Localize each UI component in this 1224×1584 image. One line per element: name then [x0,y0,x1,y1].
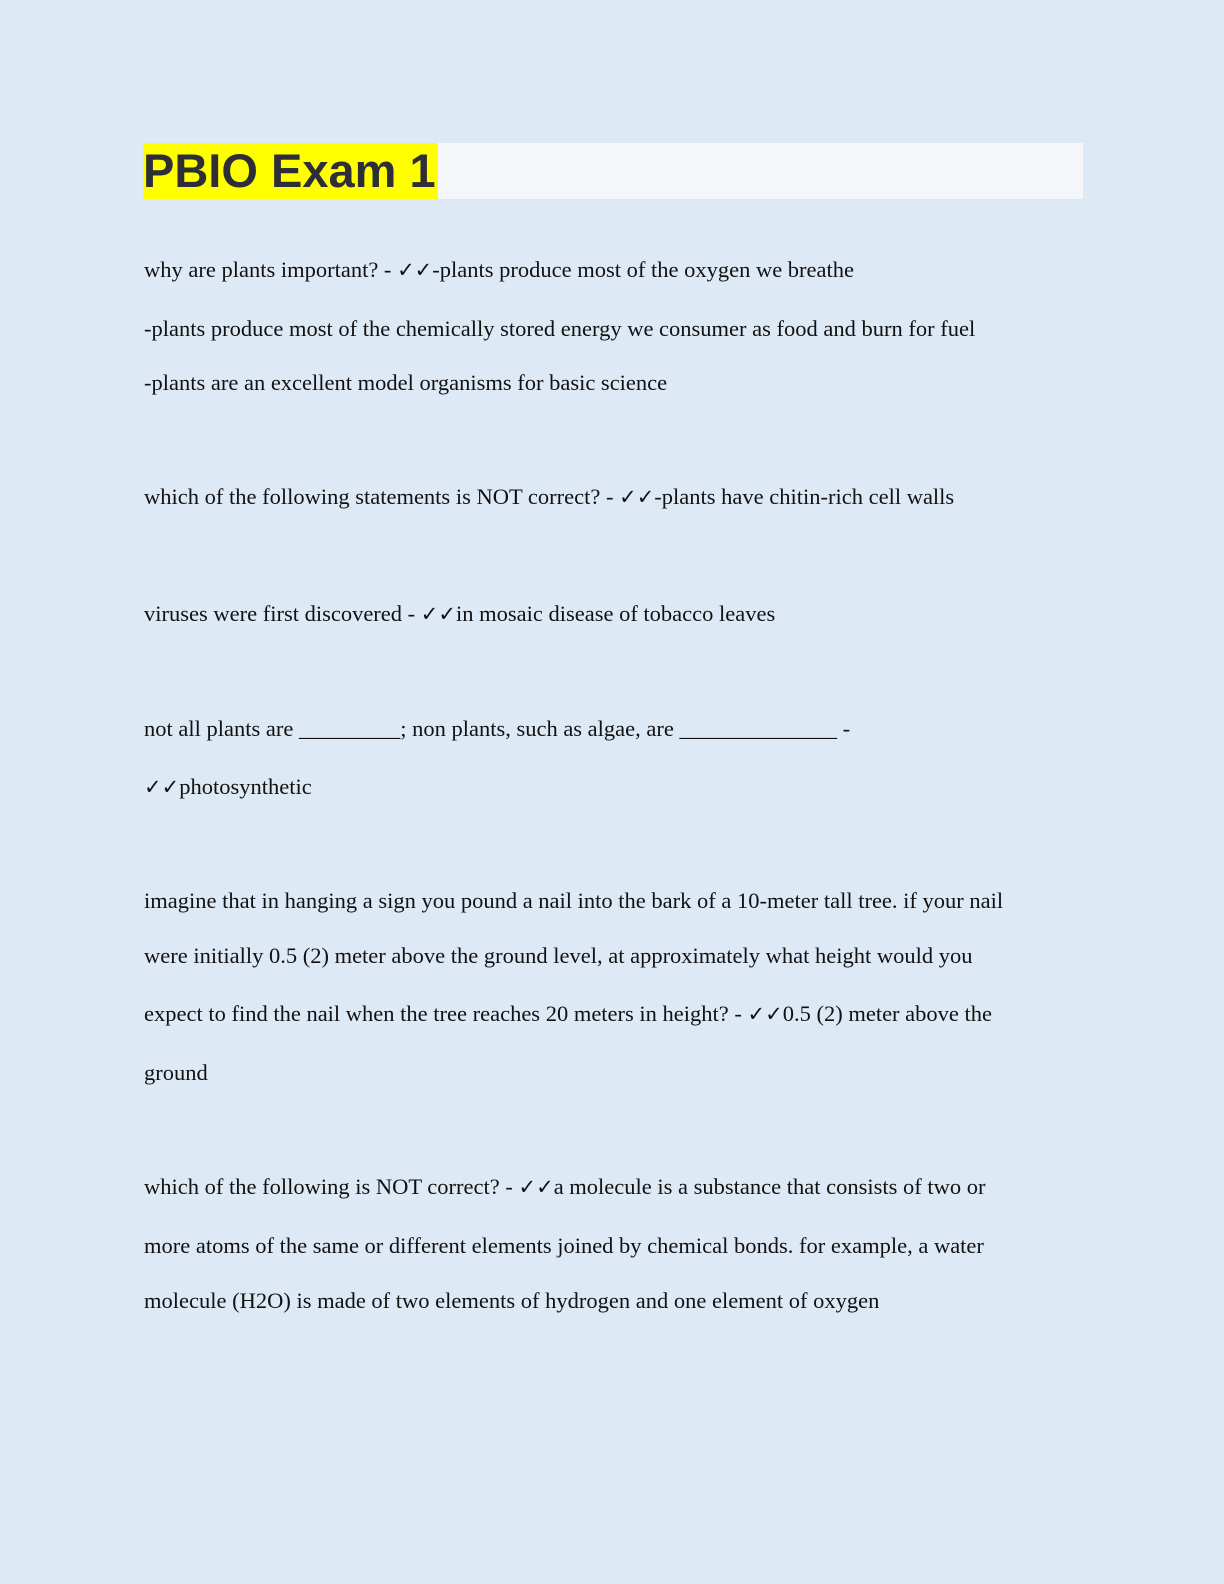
qa-line-with-answer [144,772,312,802]
line-text: ground [144,1060,208,1085]
line-text: which of the following statements is NOT correct? - [144,484,620,509]
text-line [144,314,975,344]
line-text: imagine that in hanging a sign you pound a nail into the bark of a 10-meter tall tree. if your nail [144,888,1004,913]
line-text: expect to find the nail when the tree reaches 20 meters in height? - [144,1001,748,1026]
double-check-icon: ✓✓ [619,485,655,509]
qa-line-with-answer [144,1172,985,1202]
qa-line-with-answer [144,599,775,629]
answer-text: in mosaic disease of tobacco leaves [455,601,776,626]
double-check-icon: ✓✓ [397,258,433,282]
qa-line-with-answer [144,999,992,1029]
text-line [144,1286,879,1316]
text-line [144,1231,984,1261]
answer-text: -plants produce most of the oxygen we breathe [432,257,855,282]
line-text: more atoms of the same or different elements joined by chemical bonds. for example, a water [144,1233,984,1258]
answer-text: 0.5 (2) meter above the [782,1001,993,1026]
answer-text: -plants have chitin-rich cell walls [654,484,955,509]
line-text: -plants are an excellent model organisms for basic science [144,370,668,395]
text-line [144,714,850,744]
double-check-icon: ✓✓ [518,1175,554,1199]
document-title: PBIO Exam 1 [143,144,436,197]
qa-line-with-answer [144,255,854,285]
answer-text: photosynthetic [179,774,312,799]
double-check-icon: ✓✓ [420,602,456,626]
line-text: viruses were first discovered - [144,601,421,626]
text-line [144,941,973,971]
double-check-icon: ✓✓ [747,1002,783,1026]
qa-line-with-answer [144,482,954,512]
line-text: -plants produce most of the chemically stored energy we consumer as food and burn for fuel [144,316,976,341]
text-line [144,1058,208,1088]
line-text: not all plants are _________; non plants, such as algae, are ______________ - [144,716,851,741]
double-check-icon: ✓✓ [144,775,180,799]
line-text: were initially 0.5 (2) meter above the ground level, at approximately what height would you [144,943,973,968]
line-text: which of the following is NOT correct? - [144,1174,519,1199]
line-text: molecule (H2O) is made of two elements of hydrogen and one element of oxygen [144,1288,880,1313]
text-line [144,368,667,398]
line-text: why are plants important? - [144,257,398,282]
answer-text: a molecule is a substance that consists of two or [553,1174,986,1199]
title-bar [143,143,1083,199]
text-line [144,886,1003,916]
